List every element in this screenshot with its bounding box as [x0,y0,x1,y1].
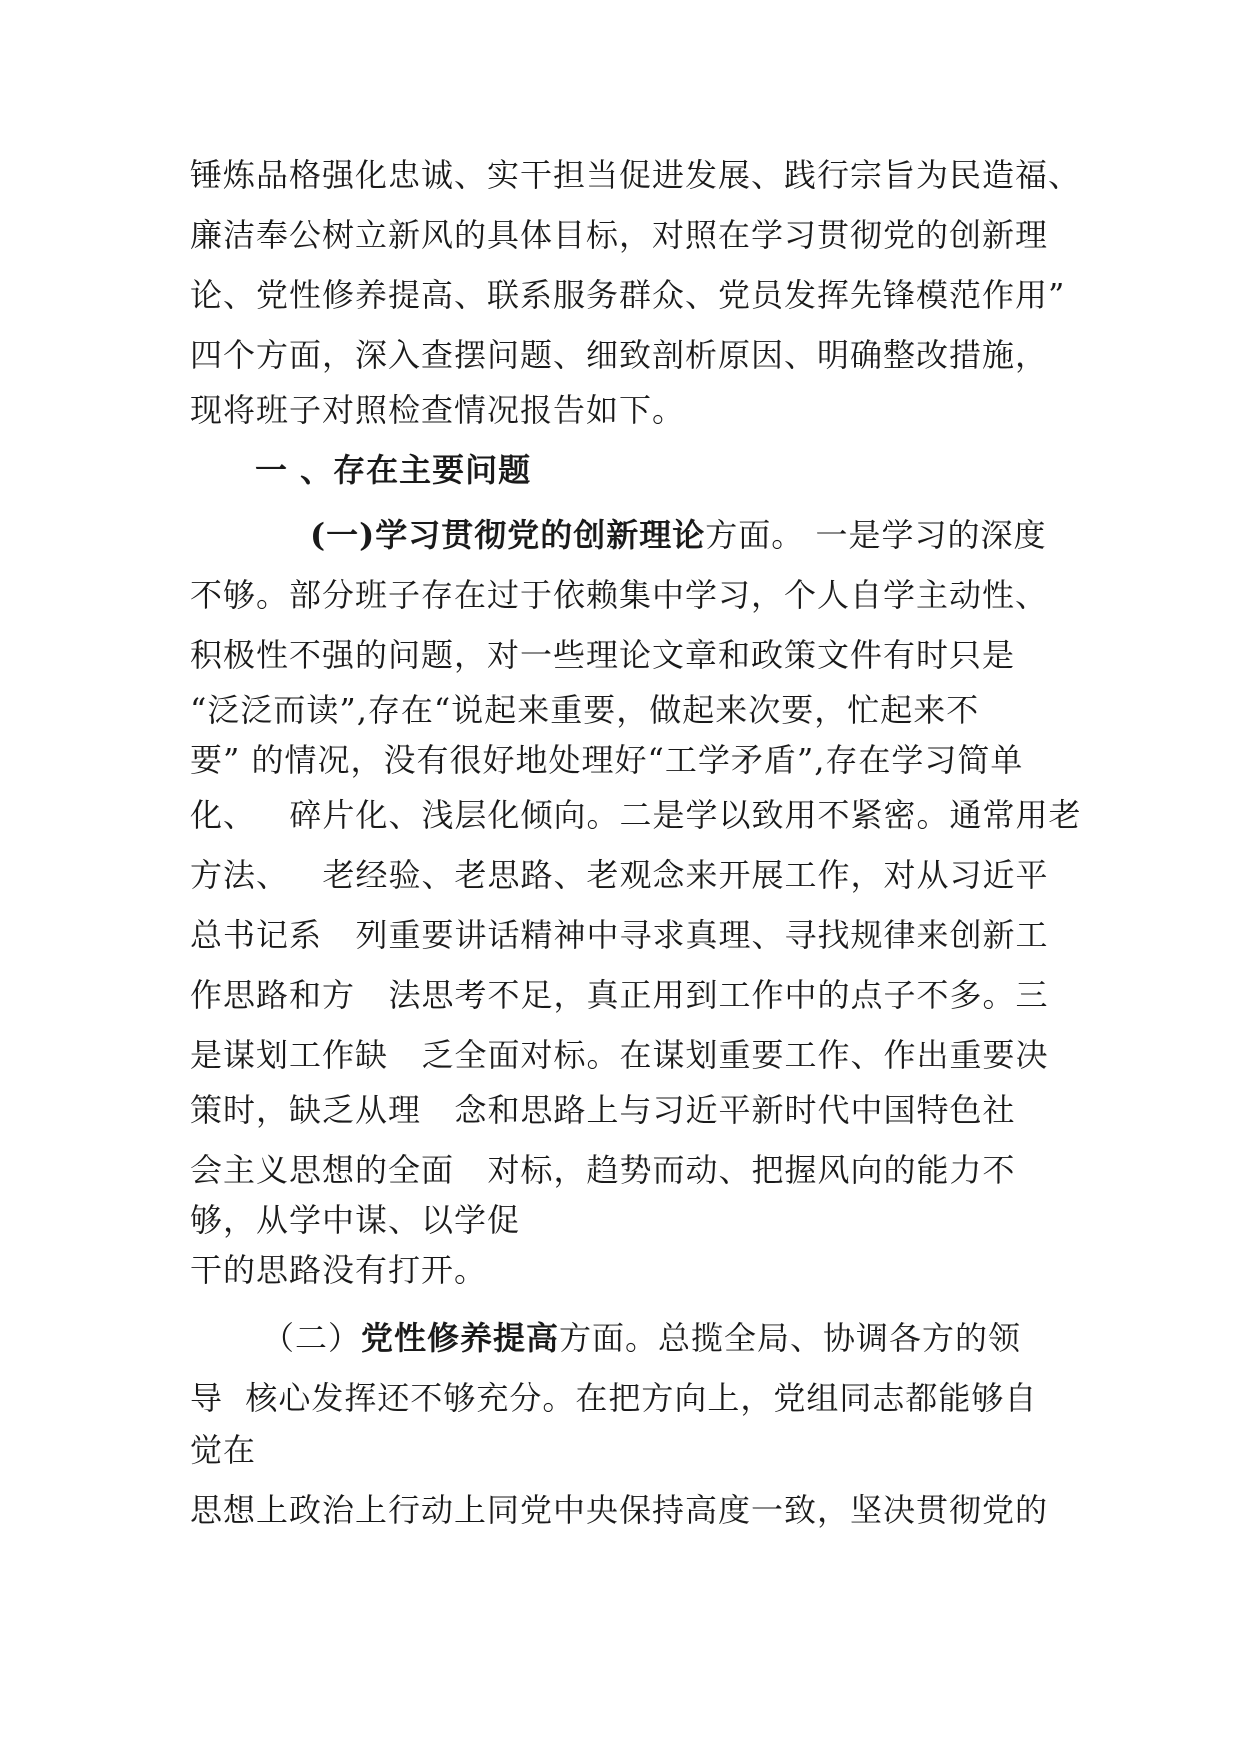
body-line: 够，从学中谋、以学促 [190,1201,521,1239]
body-line: 方法、 老经验、老思路、老观念来开展工作，对从习近平 [190,856,1049,894]
body-line: 思想上政治上行动上同党中央保持高度一致，坚决贯彻党的 [190,1491,1049,1529]
subsection-title-2 [262,1318,1021,1358]
subsection-title-prefix: （二） [262,1319,362,1357]
body-line: 论、党性修养提高、联系服务群众、党员发挥先锋模范作用” [190,276,1066,314]
section-heading: 一 、存在主要问题 [255,451,532,489]
subsection-title-rest: 方面。 一是学习的深度 [705,516,1047,554]
subsection-title-bold: 党性修养提高 [361,1319,560,1357]
body-line: 会主义思想的全面 对标，趋势而动、把握风向的能力不 [190,1151,1016,1189]
body-line: “泛泛而读”,存在“说起来重要，做起来次要，忙起来不 [190,691,980,729]
subsection-title-bold: (一)学习贯彻党的创新理论 [310,516,706,554]
body-line: 不够。部分班子存在过于依赖集中学习，个人自学主动性、 [190,576,1049,614]
body-line: 锤炼品格强化忠诚、实干担当促进发展、践行宗旨为民造福、 [190,156,1082,194]
body-line: 策时，缺乏从理 念和思路上与习近平新时代中国特色社 [190,1091,1016,1129]
body-line: 积极性不强的问题，对一些理论文章和政策文件有时只是 [190,636,1016,674]
body-line: 现将班子对照检查情况报告如下。 [190,391,686,429]
body-line: 干的思路没有打开。 [190,1251,488,1289]
body-line: 四个方面，深入查摆问题、细致剖析原因、明确整改措施， [190,336,1049,374]
body-line: 导 核心发挥还不够充分。在把方向上，党组同志都能够自 [190,1379,1038,1417]
subsection-title-rest: 方面。总揽全局、协调各方的领 [559,1319,1022,1357]
body-line: 总书记系 列重要讲话精神中寻求真理、寻找规律来创新工 [190,916,1049,954]
subsection-title-1 [310,515,1046,555]
body-line: 是谋划工作缺 乏全面对标。在谋划重要工作、作出重要决 [190,1036,1049,1074]
body-line: 化、 碎片化、浅层化倾向。二是学以致用不紧密。通常用老 [190,796,1082,834]
body-line: 廉洁奉公树立新风的具体目标，对照在学习贯彻党的创新理 [190,216,1049,254]
body-line: 作思路和方 法思考不足，真正用到工作中的点子不多。三 [190,976,1049,1014]
body-line: 觉在 [190,1431,257,1469]
body-line: 要” 的情况，没有很好地处理好“工学矛盾”,存在学习简单 [190,741,1024,779]
